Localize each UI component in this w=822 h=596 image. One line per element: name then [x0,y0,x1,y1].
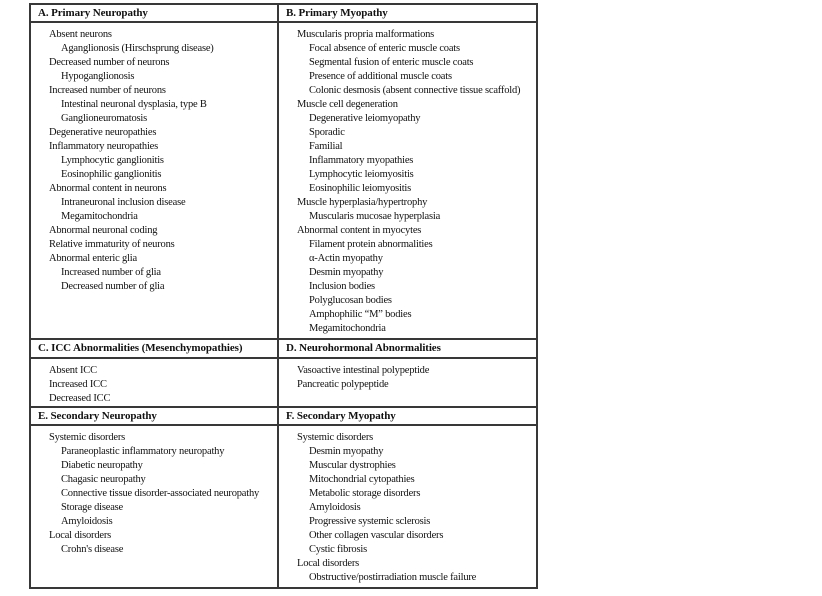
list-item: Diabetic neuropathy [61,460,143,471]
list-item: Megamitochondria [309,323,386,334]
list-item: Absent neurons [49,29,112,40]
section-b-header [277,5,536,23]
list-item: Eosinophilic ganglionitis [61,169,162,180]
list-item: Progressive systemic sclerosis [309,516,431,527]
list-item: Other collagen vascular disorders [309,530,444,541]
section-f-header [277,408,536,426]
section-f-title: F. Secondary Myopathy [286,410,396,422]
list-item: Presence of additional muscle coats [309,71,452,82]
list-item: Muscularis propria malformations [297,29,435,40]
list-item: Mitochondrial cytopathies [309,474,415,485]
section-d-content [277,359,536,408]
list-item: Increased ICC [49,379,107,390]
list-item: Desmin myopathy [309,267,384,278]
section-e-content [31,426,277,587]
list-item: Lymphocytic leiomyositis [309,169,414,180]
list-item: Eosinophilic leiomyositis [309,183,412,194]
list-item: Intraneuronal inclusion disease [61,197,186,208]
section-a-content [31,23,277,340]
list-item: Crohn's disease [61,544,124,555]
list-item: Abnormal neuronal coding [49,225,158,236]
list-item: Decreased number of glia [61,281,165,292]
section-e-header [31,408,277,426]
list-item: Ganglioneuromatosis [61,113,148,124]
list-item: Increased number of neurons [49,85,166,96]
list-item: Abnormal enteric glia [49,253,137,264]
list-item: Desmin myopathy [309,446,384,457]
list-item: Polyglucosan bodies [309,295,392,306]
list-item: Storage disease [61,502,124,513]
list-item: Inflammatory neuropathies [49,141,159,152]
list-item: Abnormal content in myocytes [297,225,422,236]
list-item: Inflammatory myopathies [309,155,414,166]
list-item: Filament protein abnormalities [309,239,433,250]
list-item: Muscularis mucosae hyperplasia [309,211,441,222]
section-c-header [31,340,277,359]
list-item: Degenerative neuropathies [49,127,157,138]
list-item: Systemic disorders [297,432,374,443]
list-item: Local disorders [297,558,360,569]
section-a-header [31,5,277,23]
section-f-content [277,426,536,587]
list-item: Amyloidosis [309,502,361,513]
list-item: Amphophilic “M” bodies [309,309,412,320]
list-item: Connective tissue disorder-associated neuropathy [61,488,260,499]
section-b-content [277,23,536,340]
list-item: Metabolic storage disorders [309,488,421,499]
list-item: Cystic fibrosis [309,544,367,555]
list-item: Pancreatic polypeptide [297,379,389,390]
section-e-title: E. Secondary Neuropathy [38,410,157,422]
list-item: Systemic disorders [49,432,126,443]
list-item: α-Actin myopathy [309,253,383,264]
section-c-content [31,359,277,408]
list-item: Chagasic neuropathy [61,474,146,485]
list-item: Lymphocytic ganglionitis [61,155,164,166]
list-item: Intestinal neuronal dysplasia, type B [61,99,207,110]
section-d-header [277,340,536,359]
list-item: Aganglionosis (Hirschsprung disease) [61,43,214,54]
list-item: Segmental fusion of enteric muscle coats [309,57,474,68]
list-item: Increased number of glia [61,267,161,278]
list-item: Muscle hyperplasia/hypertrophy [297,197,428,208]
list-item: Paraneoplastic inflammatory neuropathy [61,446,225,457]
list-item: Degenerative leiomyopathy [309,113,421,124]
list-item: Sporadic [309,127,345,138]
list-item: Decreased ICC [49,393,111,404]
list-item: Muscular dystrophies [309,460,396,471]
list-item: Muscle cell degeneration [297,99,398,110]
list-item: Obstructive/postirradiation muscle failure [309,572,477,583]
section-d-title: D. Neurohormonal Abnormalities [286,342,441,354]
list-item: Absent ICC [49,365,97,376]
list-item: Amyloidosis [61,516,113,527]
section-b-title: B. Primary Myopathy [286,7,388,19]
section-a-title: A. Primary Neuropathy [38,7,148,19]
list-item: Local disorders [49,530,112,541]
list-item: Inclusion bodies [309,281,375,292]
list-item: Abnormal content in neurons [49,183,167,194]
list-item: Colonic desmosis (absent connective tissue scaffold) [309,85,521,96]
list-item: Decreased number of neurons [49,57,170,68]
list-item: Focal absence of enteric muscle coats [309,43,460,54]
list-item: Megamitochondria [61,211,138,222]
list-item: Familial [309,141,343,152]
list-item: Vasoactive intestinal polypeptide [297,365,430,376]
classification-table [29,3,538,589]
list-item: Hypoganglionosis [61,71,135,82]
section-c-title: C. ICC Abnormalities (Mesenchymopathies) [38,342,243,354]
list-item: Relative immaturity of neurons [49,239,175,250]
